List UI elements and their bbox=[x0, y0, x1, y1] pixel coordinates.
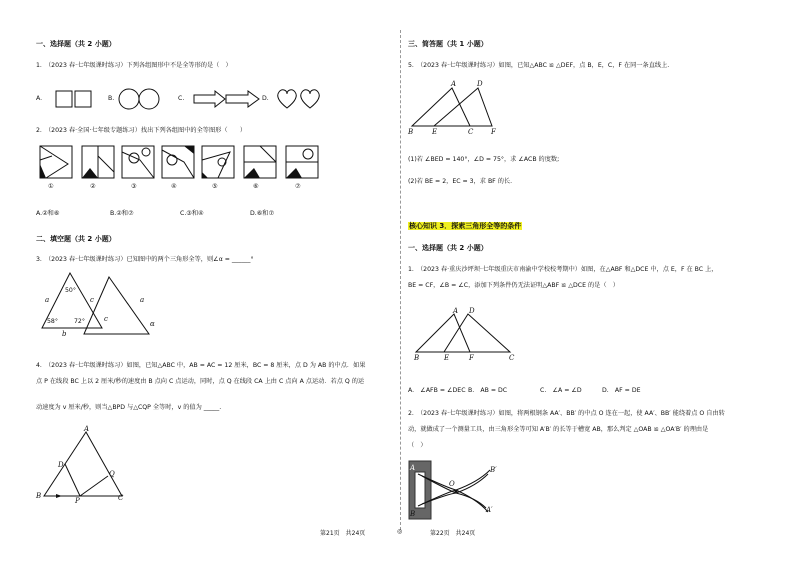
q6-point-c: C bbox=[509, 354, 515, 362]
q2-figure-label-3: ③ bbox=[131, 183, 137, 190]
q5-point-b: B bbox=[408, 128, 414, 136]
q3-angle-72: 72° bbox=[74, 318, 85, 325]
q5-triangles-figure bbox=[410, 84, 500, 132]
question-7-line-3: （ ） bbox=[408, 442, 427, 449]
page-divider bbox=[400, 30, 401, 530]
q6-point-a: A bbox=[453, 307, 459, 315]
q5-sub-question-2: (2)若 BE = 2，EC = 3，求 BF 的长. bbox=[408, 178, 513, 185]
q3-side-c: c bbox=[90, 296, 94, 304]
q1-option-c-label: C. bbox=[178, 95, 185, 102]
q5-point-a: A bbox=[451, 80, 457, 88]
q5-point-e: E bbox=[432, 128, 438, 136]
two-hearts-figure bbox=[276, 88, 324, 110]
q6-option-b: B. AB = DC bbox=[468, 387, 508, 394]
q3-side-c2: c bbox=[104, 315, 108, 323]
q3-triangles-figure bbox=[30, 268, 180, 348]
q7-point-a-prime: A′ bbox=[486, 506, 493, 514]
q4-point-c: C bbox=[118, 494, 124, 502]
q3-side-b: b bbox=[62, 330, 67, 338]
q2-figure-label-7: ⑦ bbox=[295, 183, 301, 190]
q1-option-d-label: D. bbox=[262, 95, 269, 102]
q7-point-a: A bbox=[410, 464, 416, 472]
q2-figure-label-2: ② bbox=[90, 183, 96, 190]
q7-point-o: O bbox=[449, 480, 455, 488]
question-4-line-2: 点 P 在线段 BC 上以 2 厘米/秒的速度由 B 点向 C 点运动，同时，点 Q 在线段 CA 上由 C 点向 A 点运动．若点 Q 的运 bbox=[36, 378, 365, 385]
section-choice-title-2: 一、选择题（共 2 小题） bbox=[408, 244, 488, 252]
q5-sub-question-1: (1)若 ∠BED = 140°，∠D = 75°，求 ∠ACB 的度数; bbox=[408, 156, 560, 163]
q1-option-a-label: A. bbox=[36, 95, 43, 102]
highlight-heading: 核心知识 3．探索三角形全等的条件 bbox=[409, 222, 522, 230]
question-6-line-1: 1. （2023 春·重庆沙坪坝·七年级重庆市南渝中学校校考期中）如图，在△ABF 和△DCE 中，点 E，F 在 BC 上， bbox=[408, 266, 718, 273]
footer-page-right: 第22页 共24页 bbox=[430, 530, 476, 537]
two-arrows-figure bbox=[193, 90, 261, 108]
q5-point-d: D bbox=[477, 80, 483, 88]
q2-option-c: C.③和④ bbox=[180, 210, 204, 217]
q5-point-c: C bbox=[468, 128, 474, 136]
q4-triangle-figure bbox=[36, 428, 136, 504]
q7-point-b-prime: B′ bbox=[490, 466, 497, 474]
question-2-text: 2. （2023 春·全国·七年级专题练习）找出下列各组图中的全等图形（ ） bbox=[36, 127, 247, 134]
question-4-line-1: 4. （2023 春·七年级课时练习）如图，已知△ABC 中，AB = AC = 12 厘米，BC = 8 厘米，点 D 为 AB 的中点．如果 bbox=[36, 362, 366, 369]
question-3-text: 3. （2023 春·七年级课时练习）已知图中的两个三角形全等，则∠α = ______° bbox=[36, 256, 254, 263]
q2-option-d: D.⑥和⑦ bbox=[250, 210, 275, 217]
question-7-line-1: 2. （2023 春·七年级课时练习）如图，将两根钢条 AA′、BB′ 的中点 O 连在一起，使 AA′、BB′ 能绕着点 O 自由转 bbox=[408, 410, 725, 417]
q6-option-a: A. ∠AFB = ∠DEC bbox=[408, 387, 466, 394]
q2-figure-label-4: ④ bbox=[171, 183, 177, 190]
section-choice-title: 一、选择题（共 2 小题） bbox=[36, 40, 116, 48]
q4-point-q: Q bbox=[109, 470, 115, 478]
two-circles-figure bbox=[118, 88, 160, 110]
two-squares-figure bbox=[55, 90, 95, 108]
q6-point-f: F bbox=[469, 354, 474, 362]
q2-figure-label-5: ⑤ bbox=[212, 183, 218, 190]
section-fill-title: 二、填空题（共 2 小题） bbox=[36, 235, 116, 243]
q3-angle-50: 50° bbox=[65, 287, 76, 294]
q6-point-d: D bbox=[469, 307, 475, 315]
q3-angle-58: 58° bbox=[47, 318, 58, 325]
q6-point-b: B bbox=[414, 354, 420, 362]
q2-option-b: B.②和⑦ bbox=[110, 210, 134, 217]
q6-option-c: C. ∠A = ∠D bbox=[540, 387, 582, 394]
q4-point-b: B bbox=[36, 492, 42, 500]
q2-option-a: A.②和⑥ bbox=[36, 210, 60, 217]
q2-figure-label-6: ⑥ bbox=[253, 183, 259, 190]
q6-point-e: E bbox=[444, 354, 450, 362]
question-6-line-2: BE = CF，∠B = ∠C，添加下列条件仍无法证明△ABF ≌ △DCE 的是（ ） bbox=[408, 282, 619, 289]
q1-option-b-label: B. bbox=[108, 95, 115, 102]
q3-side-a: a bbox=[45, 296, 50, 304]
q4-point-p: P bbox=[75, 497, 80, 505]
section-answer-title: 三、简答题（共 1 小题） bbox=[408, 40, 488, 48]
q3-angle-alpha: α bbox=[150, 320, 155, 328]
q6-triangles-figure bbox=[414, 310, 524, 358]
footer-center-mark: ◎ bbox=[397, 528, 403, 535]
question-1-text: 1. （2023 春·七年级课时练习）下列各组图形中不是全等形的是（ ） bbox=[36, 62, 232, 69]
q4-point-a: A bbox=[84, 425, 90, 433]
q7-point-b: B bbox=[410, 510, 416, 518]
question-5-text: 5. （2023 春·七年级课时练习）如图，已知△ABC ≌ △DEF，点 B，E，C，F 在同一条直线上. bbox=[408, 62, 670, 69]
footer-page-left: 第21页 共24页 bbox=[320, 530, 366, 537]
question-7-line-2: 动，就做成了一个测量工具，由三角形全等可知 A′B′ 的长等于槽宽 AB，那么判定 △OAB ≌ △OA′B′ 的理由是 bbox=[408, 426, 709, 433]
q2-figures bbox=[38, 144, 338, 192]
q4-point-d: D bbox=[58, 461, 64, 469]
q5-point-f: F bbox=[491, 128, 496, 136]
q6-option-d: D. AF = DE bbox=[602, 387, 641, 394]
question-4-line-3: 动速度为 v 厘米/秒，则当△BPD 与△CQP 全等时，v 的值为 _____. bbox=[36, 404, 222, 411]
q3-side-a2: a bbox=[140, 296, 145, 304]
q2-figure-label-1: ① bbox=[48, 183, 54, 190]
